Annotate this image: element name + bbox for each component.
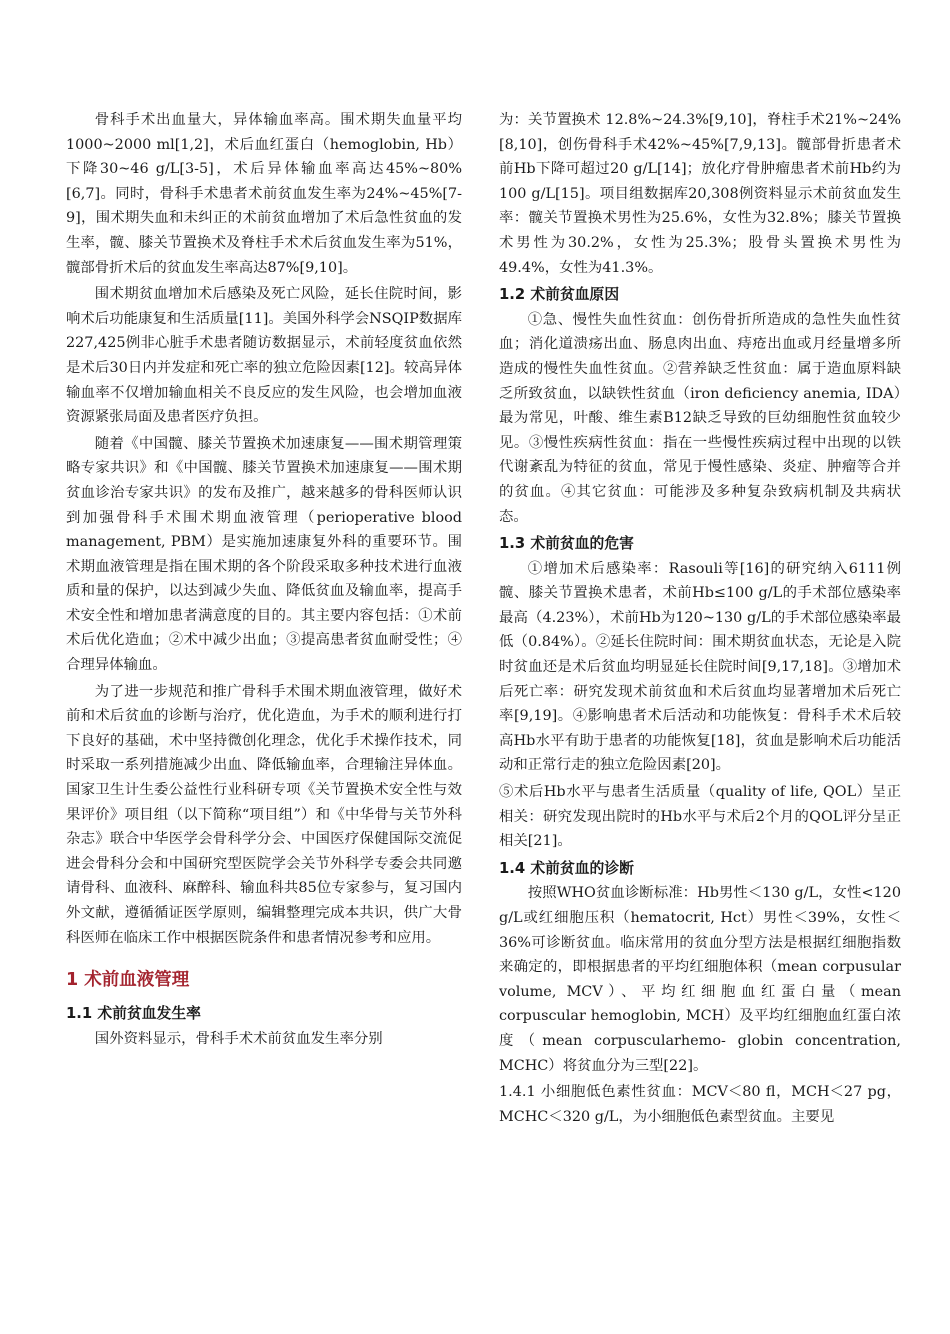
paragraph: 随着《中国髋、膝关节置换术加速康复——围术期管理策略专家共识》和《中国髋、膝关节置换术加速康复——围术期贫血诊治专家共识》的发布及推广，越来越多的骨科医师认识到加强骨科手术围术期血液管理（perioperative blood management, PBM）是实施加速康复外科的重要环节。围术期血液管理是指在围术期的各个阶段采取多种技术进行血液质和量的保护，以达到减少失血、降低贫血及输血率，提高手术安全性和增加患者满意度的目的。其主要内容包括：①术前术后优化造血；②术中减少出血；③提高患者贫血耐受性；④合理异体输血。 <box>66 435 462 674</box>
left-column <box>66 108 462 1053</box>
paragraph: ⑤术后Hb水平与患者生活质量（quality of life, QOL）呈正相关：研究发现出院时的Hb水平与术后2个月的QOL评分呈正相关[21]。 <box>499 784 901 850</box>
subsection-heading: 1.2 术前贫血原因 <box>499 286 620 304</box>
paragraph: 围术期贫血增加术后感染及死亡风险，延长住院时间，影响术后功能康复和生活质量[11]。美国外科学会NSQIP数据库227,425例非心脏手术患者随访数据显示，术前轻度贫血依然是术后30日内并发症和死亡率的独立危险因素[12]。较高异体输血率不仅增加输血相关不良反应的发生风险，也会增加血液资源紧张局面及患者医疗负担。 <box>66 286 462 426</box>
section-heading: 1 术前血液管理 <box>66 970 190 991</box>
paragraph: ①急、慢性失血性贫血：创伤骨折所造成的急性失血性贫血；消化道溃疡出血、肠息肉出血、痔疮出血或月经量增多所造成的慢性失血性贫血。②营养缺乏性贫血：属于造血原料缺乏所致贫血，以缺铁性贫血（iron deficiency anemia, IDA）最为常见，叶酸、维生素B12缺乏导致的巨幼细胞性贫血较少见。③慢性疾病性贫血：指在一些慢性疾病过程中出现的以铁代谢紊乱为特征的贫血，常见于慢性感染、炎症、肿瘤等合并的贫血。④其它贫血：可能涉及多种复杂致病机制及共病状态。 <box>499 311 901 525</box>
paragraph: 骨科手术出血量大，异体输血率高。围术期失血量平均1000~2000 ml[1,2]，术后血红蛋白（hemoglobin, Hb）下降30~46 g/L[3-5]，术后异体输血率高达45%~80%[6,7]。同时，骨科手术患者术前贫血发生率为24%~45%[7-9]，围术期失血和未纠正的术前贫血增加了术后急性贫血的发生率，髋、膝关节置换术及脊柱手术术后贫血发生率为51%，髋部骨折术后的贫血发生率高达87%[9,10]。 <box>66 112 462 276</box>
paragraph: 为了进一步规范和推广骨科手术围术期血液管理，做好术前和术后贫血的诊断与治疗，优化造血，为手术的顺利进行打下良好的基础，术中坚持微创化理念，优化手术操作技术，同时采取一系列措施减少出血、降低输血率，合理输注异体血。国家卫生计生委公益性行业科研专项《关节置换术安全性与效果评价》项目组（以下简称“项目组”）和《中华骨与关节外科杂志》联合中华医学会骨科学分会、中国医疗保健国际交流促进会骨科分会和中国研究型医院学会关节外科学专委会共同邀请骨科、血液科、麻醉科、输血科共85位专家参与，复习国内外文献，遵循循证医学原则，编辑整理完成本共识，供广大骨科医师在临床工作中根据医院条件和患者情况参考和应用。 <box>66 683 462 946</box>
subsection-heading: 1.3 术前贫血的危害 <box>499 535 634 553</box>
subsection-heading: 1.1 术前贫血发生率 <box>66 1005 201 1023</box>
paragraph: 按照WHO贫血诊断标准：Hb男性＜130 g/L，女性<120 g/L或红细胞压积（hematocrit, Hct）男性＜39%，女性＜36%可诊断贫血。临床常用的贫血分型方法是根据红细胞指数来确定的，即根据患者的平均红细胞体积（mean corpusular volume, MCV）、平均红细胞血红蛋白量（mean corpuscular hemoglobin, MCH）及平均红细胞血红蛋白浓度（mean corpuscularhemo- globin concentration, MCHC）将贫血分为三型[22]。 <box>499 885 901 1074</box>
subsection-heading: 1.4 术前贫血的诊断 <box>499 859 634 877</box>
right-column <box>499 108 901 1131</box>
paragraph: 国外资料显示，骨科手术术前贫血发生率分别 <box>94 1030 383 1047</box>
paragraph: 为：关节置换术 12.8%~24.3%[9,10]，脊柱手术21%~24%[8,10]，创伤骨科手术42%~45%[7,9,13]。髋部骨折患者术前Hb下降可超过20 g/L[14]；放化疗骨肿瘤患者术前Hb约为100 g/L[15]。项目组数据库20,308例资料显示术前贫血发生率：髋关节置换术男性为25.6%，女性为32.8%；膝关节置换术男性为30.2%，女性为25.3%；股骨头置换术男性为49.4%，女性为41.3%。 <box>499 112 901 276</box>
paragraph: 1.4.1 小细胞低色素性贫血：MCV＜80 fl，MCH＜27 pg，MCHC＜320 g/L，为小细胞低色素型贫血。主要见 <box>499 1084 901 1125</box>
paragraph: ①增加术后感染率：Rasouli等[16]的研究纳入6111例髋、膝关节置换术患者，术前Hb≤100 g/L的手术部位感染率最高（4.23%），术前Hb为120~130 g/L的手术部位感染率最低（0.84%）。②延长住院时间：围术期贫血状态，无论是入院时贫血还是术后贫血均明显延长住院时间[9,17,18]。③增加术后死亡率：研究发现术前贫血和术后贫血均显著增加术后死亡率[9,19]。④影响患者术后活动和功能恢复：骨科手术术后较高Hb水平有助于患者的功能恢复[18]，贫血是影响术后功能活动和正常行走的独立危险因素[20]。 <box>499 560 901 774</box>
